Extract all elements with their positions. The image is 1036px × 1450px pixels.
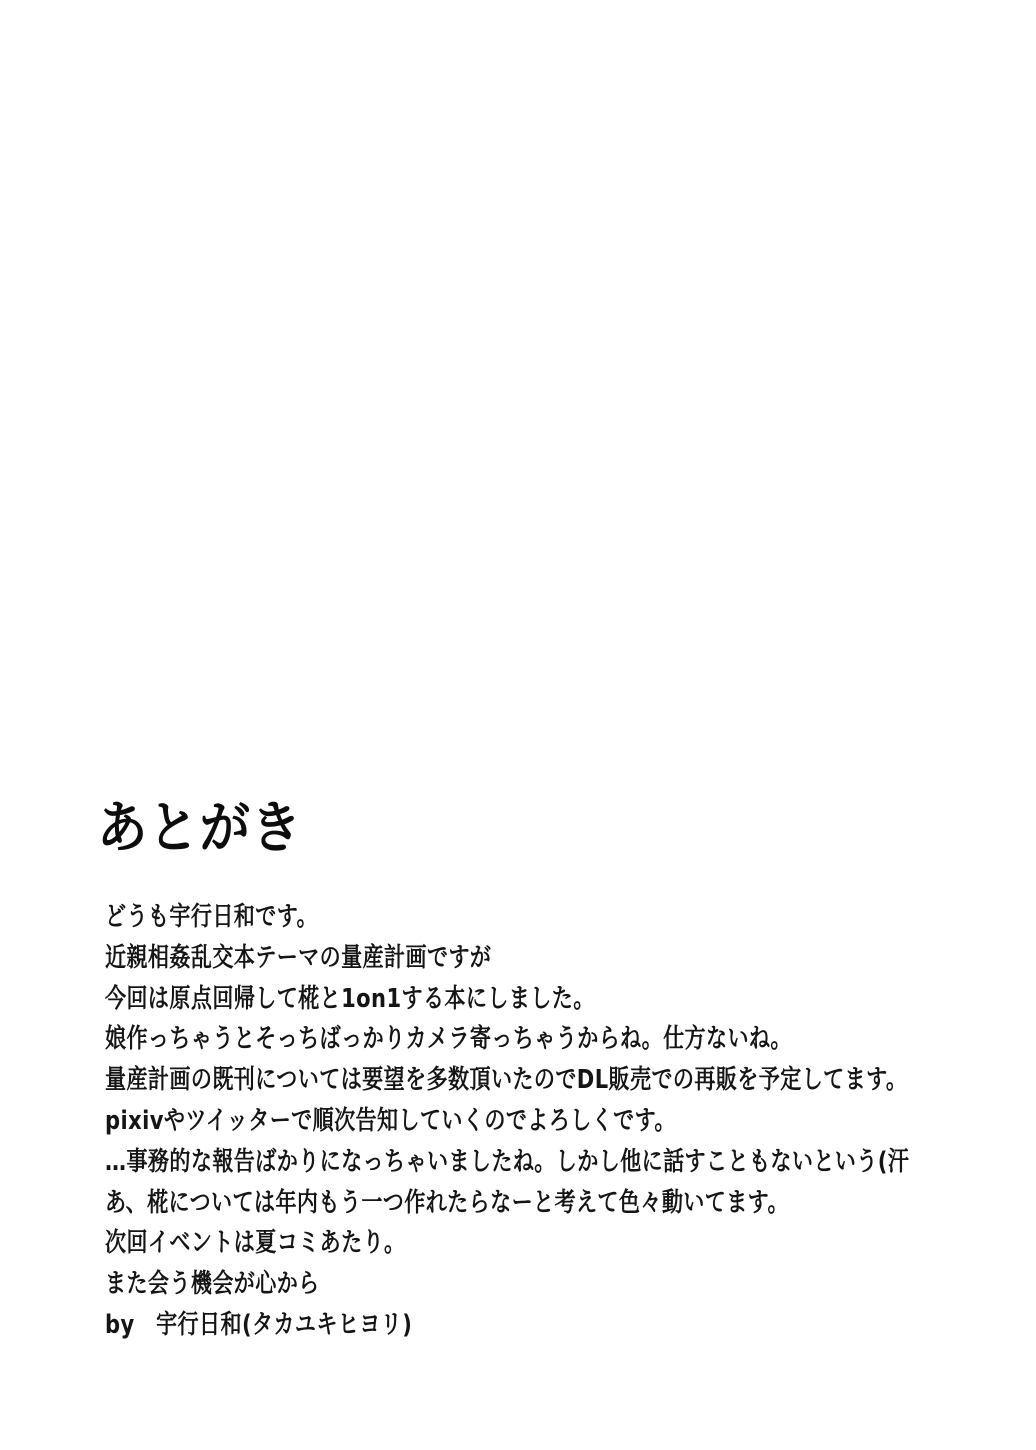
afterword-byline: by 宇行日和(タカユキヒヨリ)	[105, 1309, 413, 1340]
afterword-line: 量産計画の既刊については要望を多数頂いたのでDL販売での再販を予定してます。	[105, 1065, 908, 1096]
afterword-body	[105, 897, 996, 1346]
afterword-line: pixivやツイッターで順次告知していくのでよろしくです。	[105, 1105, 676, 1136]
afterword-line: 今回は原点回帰して椛と1on1する本にしました。	[105, 983, 595, 1014]
afterword-line: …事務的な報告ばかりになっちゃいましたね。しかし他に話すこともないという(汗	[105, 1146, 910, 1177]
afterword-line: 次回イベントは夏コミあたり。	[105, 1228, 406, 1259]
afterword-line: また会う機会が心から	[105, 1269, 320, 1300]
afterword-line: どうも宇行日和です。	[105, 902, 318, 932]
afterword-line: 娘作っちゃうとそっちばっかりカメラ寄っちゃうからね。仕方ないね。	[105, 1024, 792, 1055]
afterword-line: 近親相姦乱交本テーマの量産計画ですが	[105, 942, 492, 973]
afterword-line: あ、椛については年内もう一つ作れたらなーと考えて色々動いてます。	[105, 1187, 789, 1218]
page-title: あとがき	[97, 796, 303, 861]
